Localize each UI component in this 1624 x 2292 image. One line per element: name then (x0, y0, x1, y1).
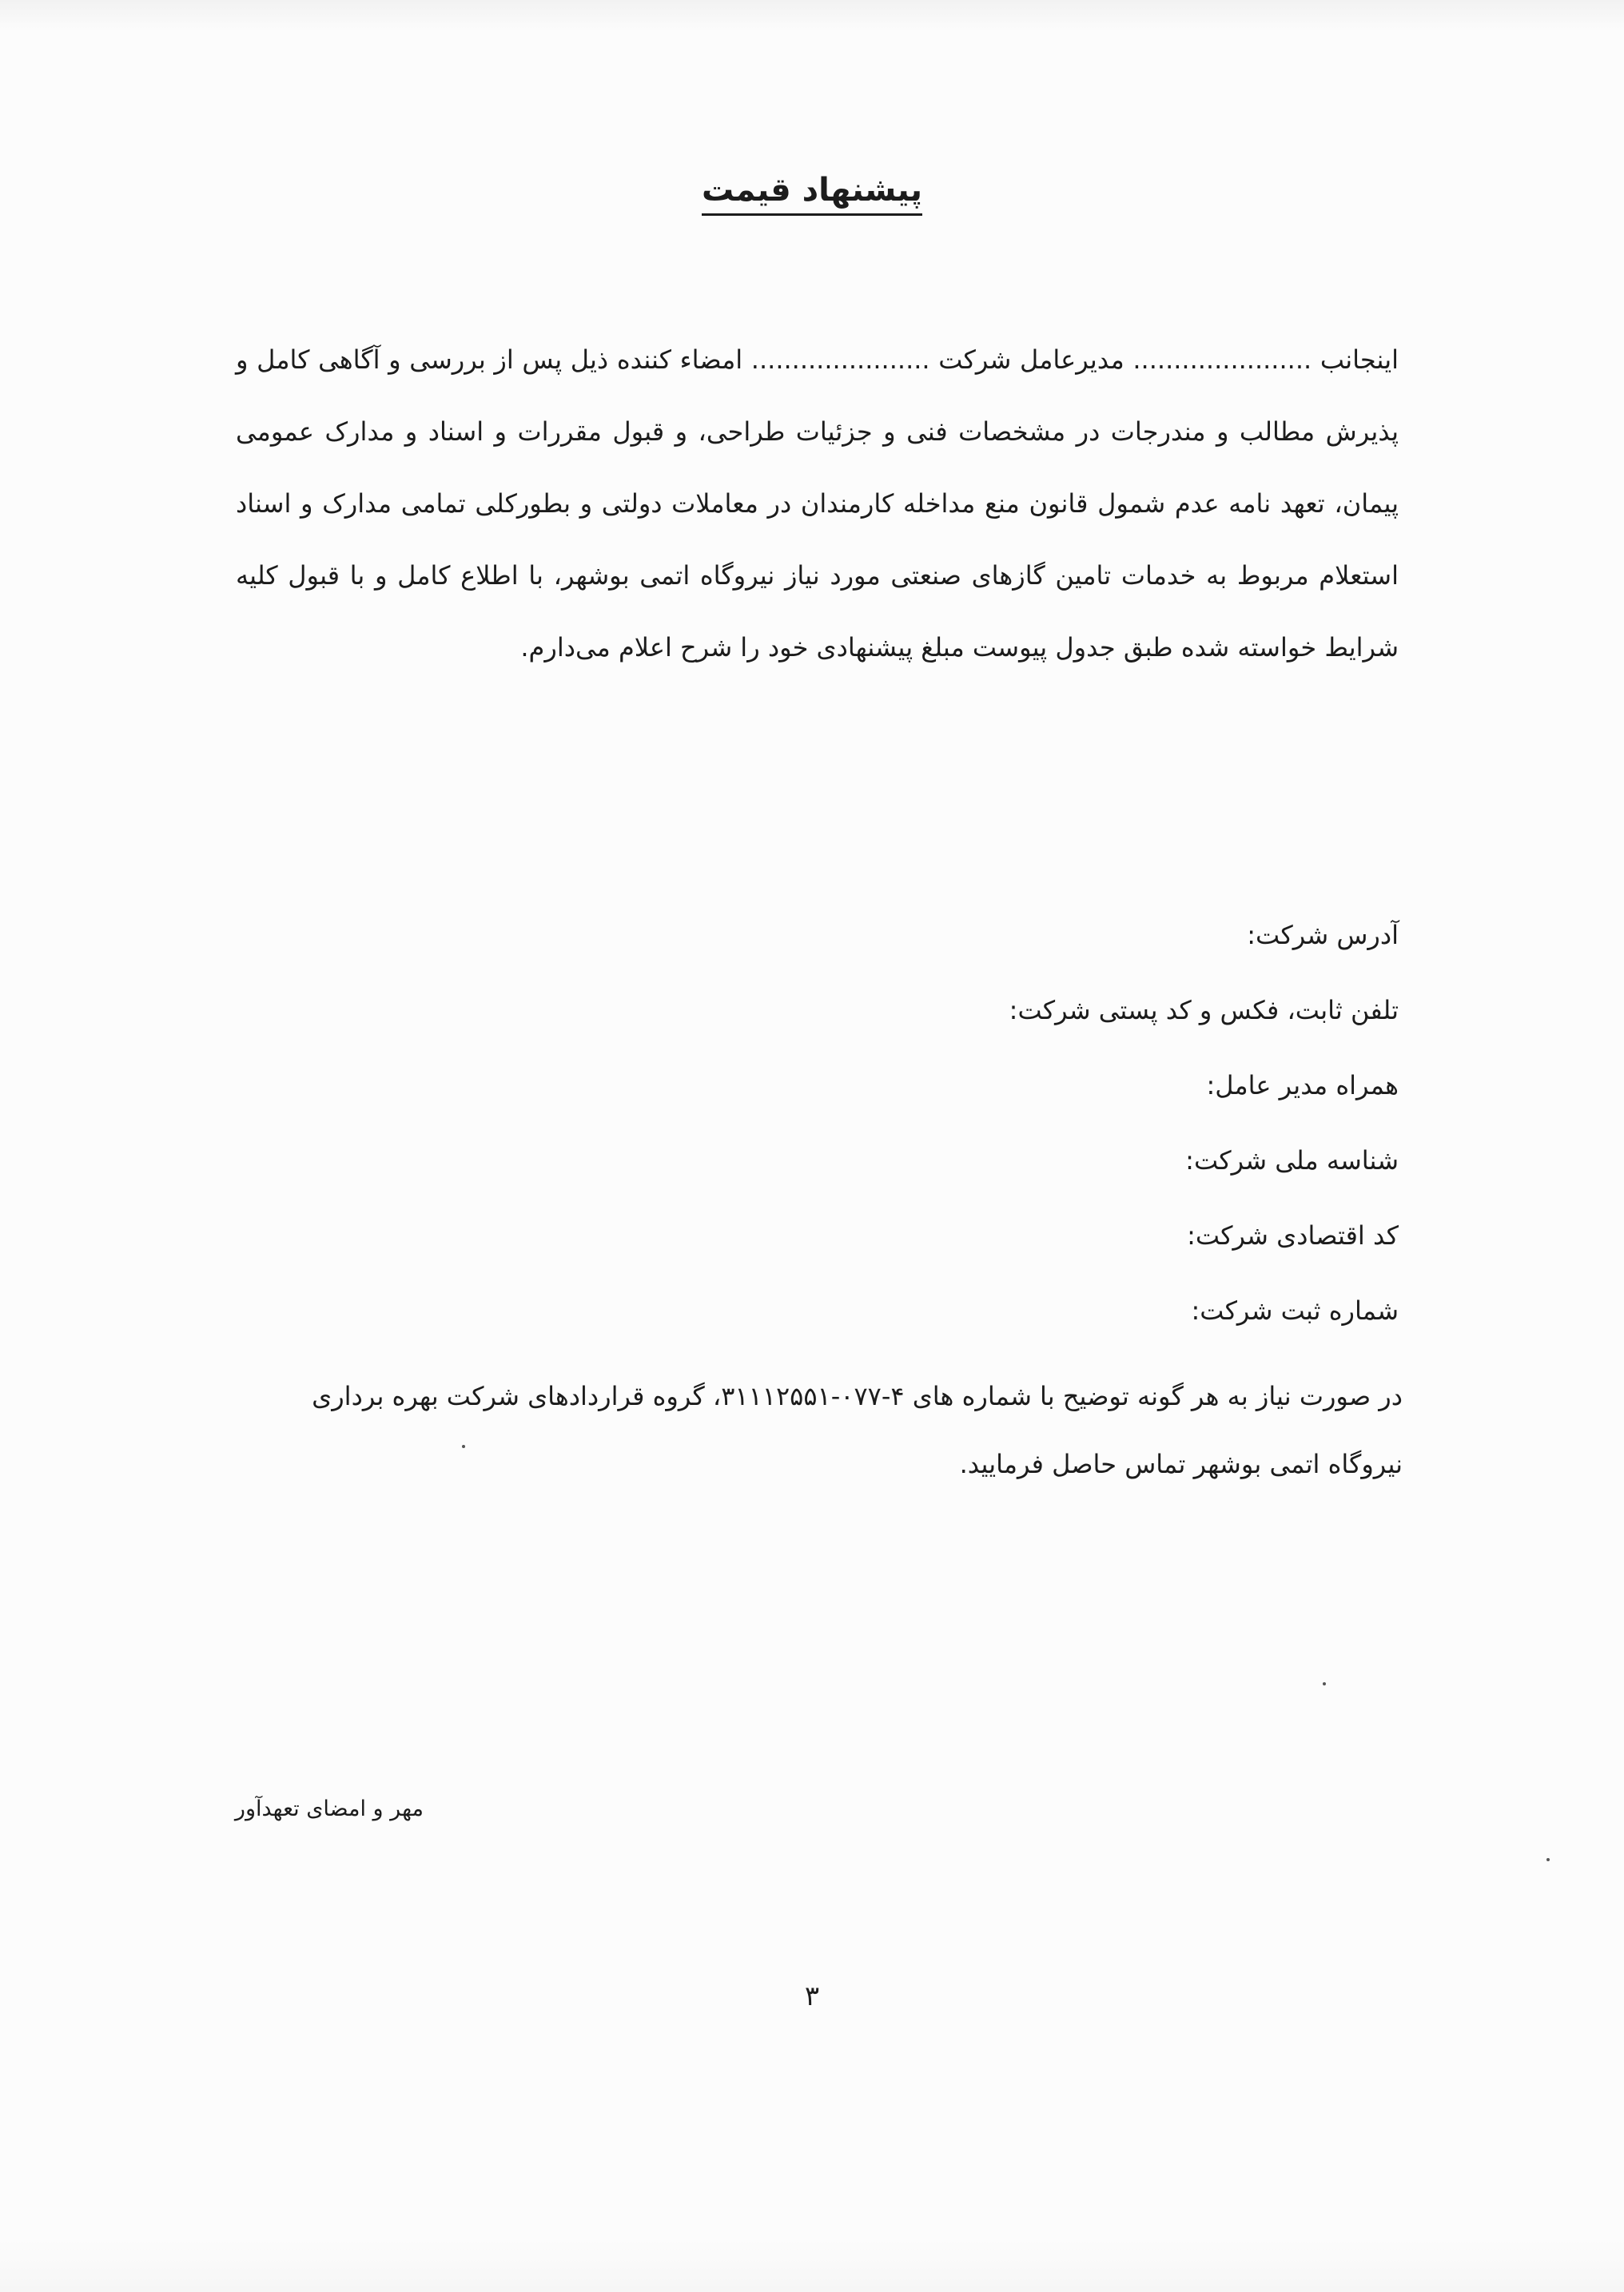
page-number: ۳ (804, 1980, 820, 2012)
field-economic-code: کد اقتصادی شرکت: (1187, 1220, 1399, 1251)
document-title-text: پیشنهاد قیمت (702, 172, 922, 216)
field-company-address: آدرس شرکت: (1247, 920, 1399, 950)
field-phone-fax-postal: تلفن ثابت، فکس و کد پستی شرکت: (1009, 995, 1399, 1025)
company-info-fields (236, 911, 1399, 1362)
scan-speck (462, 1445, 465, 1448)
declaration-paragraph: اینجانب ...................... مدیرعامل شرکت ...................... امضاء کننده ذیل پس از بررسی و آگاهی کامل و پذیرش مطالب و مندرجات در مشخصات فنی و جزئیات طراحی، و قبول مقررات و اسناد و مدارک عمومی پیمان، تعهد نامه عدم شمول قانون منع مداخله کارمندان در معاملات دولتی و بطورکلی تمامی مدارک و اسناد استعلام مربوط به خدمات تامین گازهای صنعتی مورد نیاز نیروگاه اتمی بوشهر، با اطلاع کامل و با قبول کلیه شرایط خواسته شده طبق جدول پیوست مبلغ پیشنهادی خود را شرح اعلام می‌دارم. (236, 344, 1399, 663)
document-title (0, 172, 1624, 209)
signature-label: مهر و امضای تعهدآور (234, 1797, 424, 1821)
field-national-id: شناسه ملی شرکت: (1185, 1145, 1399, 1176)
field-registration-number: شماره ثبت شرکت: (1191, 1295, 1399, 1326)
scan-speck (1323, 1682, 1326, 1685)
contact-note: در صورت نیاز به هر گونه توضیح با شماره های ۴-۰۷۷-۳۱۱۱۲۵۵۱، گروه قراردادهای شرکت بهره برداری نیروگاه اتمی بوشهر تماس حاصل فرمایید. (312, 1381, 1403, 1479)
scan-speck (1546, 1858, 1550, 1861)
field-ceo-mobile: همراه مدیر عامل: (1206, 1070, 1399, 1100)
